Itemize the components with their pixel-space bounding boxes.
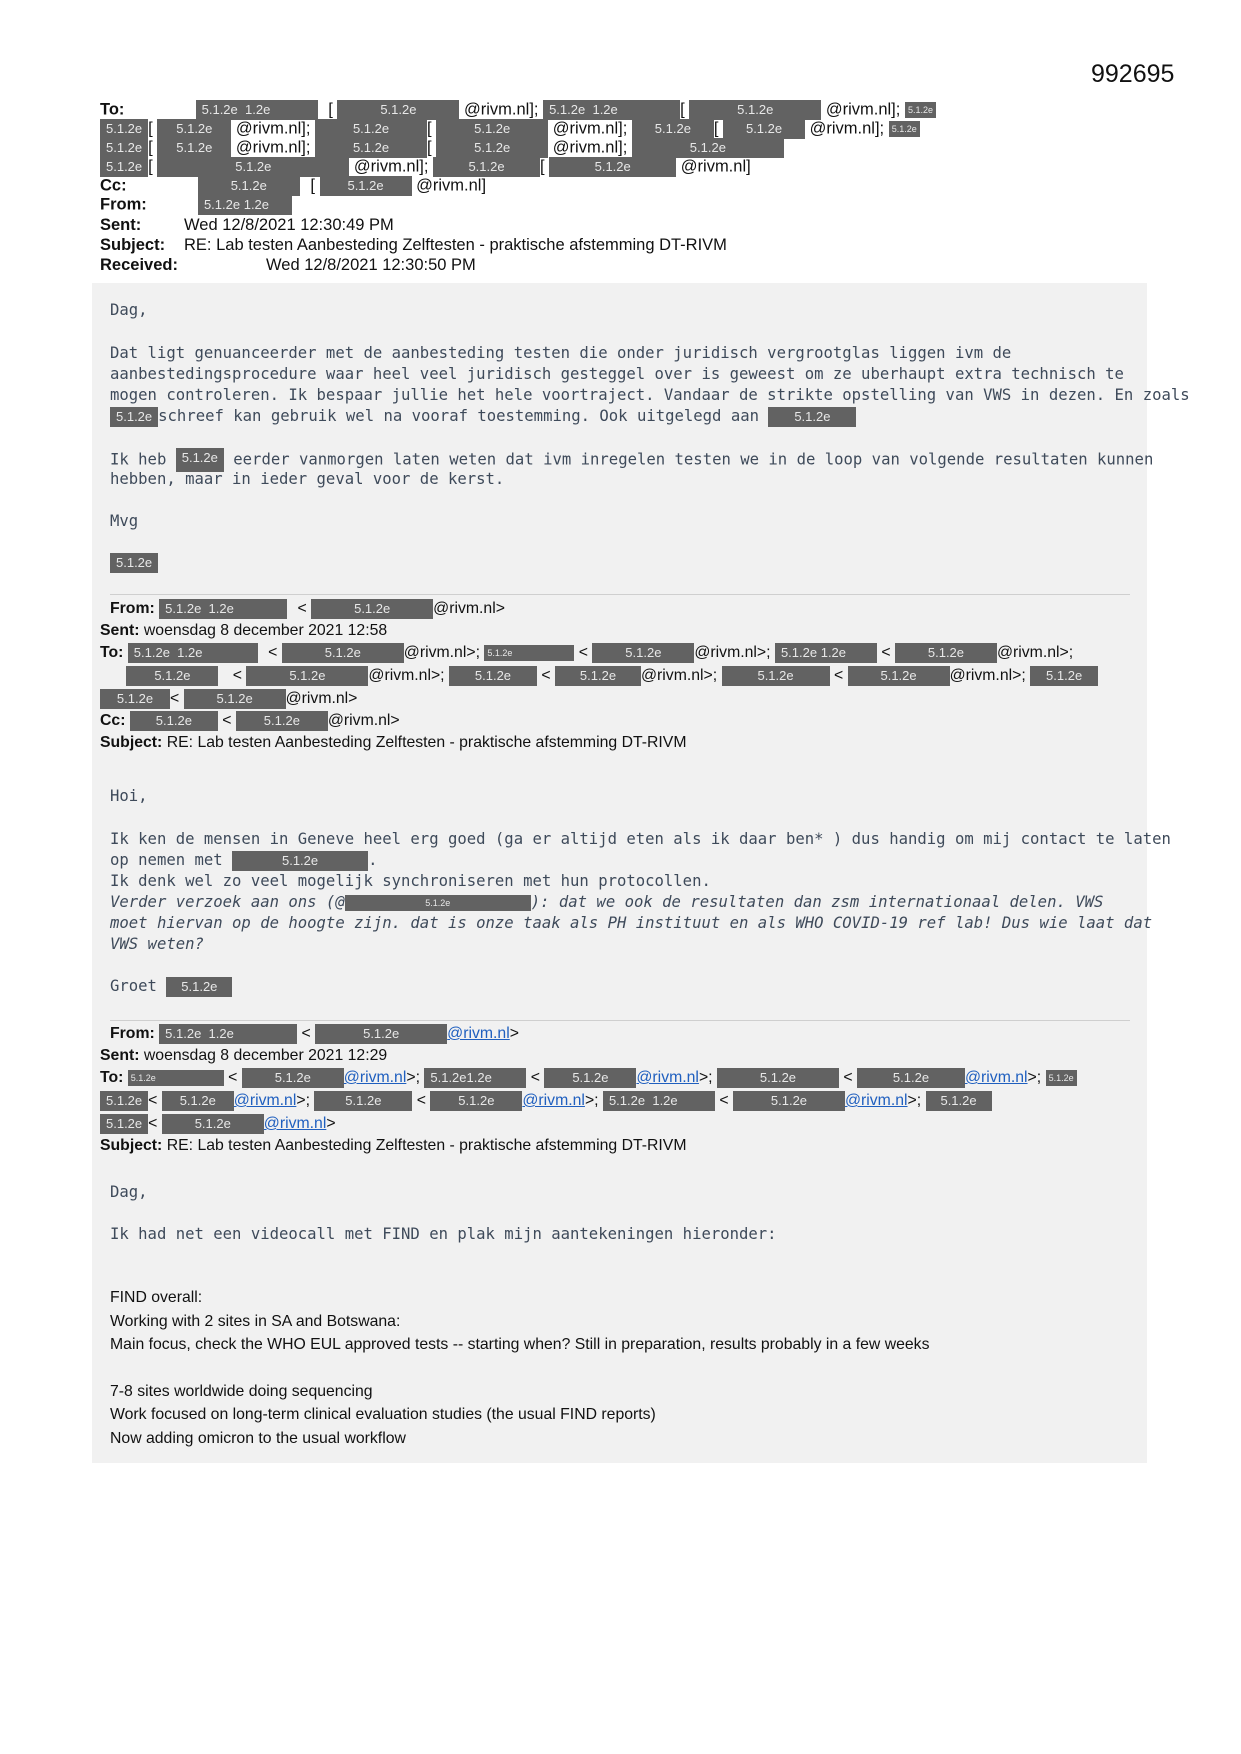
redaction: 5.1.2e (126, 666, 218, 686)
email3-sent-value: woensdag 8 december 2021 12:29 (143, 1047, 388, 1064)
document-number: 992695 (1091, 60, 1175, 88)
from-label: From: (110, 600, 155, 617)
email3-from-row: From: 5.1.2e 1.2e < 5.1.2e @rivm.nl> (110, 1025, 519, 1042)
redaction: 5.1.2e 1.2e (198, 195, 292, 215)
email2-line3: Ik denk wel zo veel mogelijk synchroniseren met hun protocollen. (110, 872, 711, 890)
email3-to-row-3: 5.1.2e < 5.1.2e @rivm.nl> (100, 1113, 336, 1134)
email1-to-row-1: To: 5.1.2e 1.2e [ 5.1.2e @rivm.nl]; 5.1.2e 1.2e [ 5.1.2e @rivm.nl]; 5.1.2e (100, 100, 936, 120)
redaction: 5.1.2e (184, 689, 286, 709)
cc-label: Cc: (100, 712, 126, 729)
redaction: 5.1.2e (110, 553, 158, 573)
note-line: Now adding omicron to the usual workflow (110, 1429, 406, 1447)
redaction: 5.1.2e (315, 138, 427, 158)
email2-line2: op nemen met 5.1.2e . (110, 851, 378, 869)
redaction: 5.1.2e (100, 157, 148, 177)
email1-signoff: Mvg (110, 512, 139, 530)
email3-to-row-1: To: 5.1.2e < 5.1.2e @rivm.nl>; 5.1.2e1.2e < 5.1.2e @rivm.nl>; 5.1.2e < 5.1.2e @rivm.nl>; 5.1.2e (100, 1067, 1077, 1088)
email2-greeting: Hoi, (110, 787, 148, 805)
note-line (110, 1357, 1130, 1380)
redaction: 5.1.2e (242, 1068, 344, 1088)
redaction: 5.1.2e (1030, 666, 1098, 686)
note-line: Main focus, check the WHO EUL approved tests -- starting when? Still in preparation, results probably in a few weeks (110, 1336, 930, 1353)
email1-to-row-2: 5.1.2e [ 5.1.2e @rivm.nl]; 5.1.2e [ 5.1.2e @rivm.nl]; 5.1.2e [ 5.1.2e @rivm.nl]; 5.1.2e (100, 119, 920, 139)
email1-received-value: Wed 12/8/2021 12:30:50 PM (266, 256, 476, 274)
redaction: 5.1.2e (320, 176, 412, 196)
redaction: 5.1.2e (632, 119, 714, 139)
separator-line (110, 594, 1130, 595)
email-domain: @rivm.nl]; (825, 100, 901, 119)
email-link[interactable]: @rivm.nl (844, 1092, 908, 1109)
redaction: 5.1.2e (246, 666, 368, 686)
email3-header (100, 1023, 1160, 1163)
to-label: To: (100, 644, 124, 661)
redaction: 5.1.2e (632, 138, 784, 158)
email1-para1-line3: mogen controleren. Ik bespaar jullie het hele voortraject. Vandaar de strikte opstelling van VWS in dezen. En zoals (110, 386, 1190, 404)
email1-para2-line1: Ik heb 5.1.2e eerder vanmorgen laten weten dat ivm inregelen testen we in de loop van volgende resultaten kunnen (110, 448, 1153, 472)
redaction: 5.1.2e (100, 138, 148, 158)
email-domain: @rivm.nl]; (353, 157, 429, 176)
email1-to-row-4: 5.1.2e [ 5.1.2e @rivm.nl]; 5.1.2e [ 5.1.2e @rivm.nl] (100, 157, 751, 177)
redaction: 5.1.2e 1.2e (159, 1024, 297, 1044)
email-domain: @rivm.nl]; (809, 119, 885, 138)
email3-notes (110, 1286, 1130, 1450)
email-domain: @rivm.nl]; (463, 100, 539, 119)
redaction: 5.1.2e (110, 407, 158, 427)
redaction: 5.1.2e (130, 711, 218, 731)
redaction: 5.1.2e (722, 666, 830, 686)
email2-line5: moet hiervan op de hoogte zijn. dat is onze taak als PH instituut en als WHO COVID-19 ref lab! Dus wie laat dat (110, 914, 1153, 932)
redaction: 5.1.2e 1.2e (196, 100, 318, 120)
redaction: 5.1.2e 1.2e (775, 643, 877, 663)
redaction: 5.1.2e (157, 119, 231, 139)
email-link[interactable]: @rivm.nl (343, 1069, 407, 1086)
email2-to-row-3: 5.1.2e < 5.1.2e @rivm.nl> (100, 688, 357, 709)
redaction: 5.1.2e (198, 176, 300, 196)
redaction: 5.1.2e (723, 119, 805, 139)
redaction: 5.1.2e (889, 121, 920, 137)
email-domain: @rivm.nl]; (552, 138, 628, 157)
redaction: 5.1.2e (436, 138, 548, 158)
email-domain: @rivm.nl] (680, 157, 751, 176)
email1-para2-line2: hebben, maar in ieder geval voor de kerst. (110, 470, 505, 488)
separator-line (110, 1020, 1130, 1021)
redaction: 5.1.2e (555, 666, 641, 686)
email3-greeting: Dag, (110, 1183, 148, 1201)
redaction: 5.1.2e (549, 157, 676, 177)
redaction: 5.1.2e 1.2e (543, 100, 680, 120)
email3-sent-row (100, 1045, 387, 1066)
redaction: 5.1.2e (848, 666, 950, 686)
redaction: 5.1.2e (592, 643, 694, 663)
email-link[interactable]: @rivm.nl (964, 1069, 1028, 1086)
email1-para1-line4: 5.1.2e schreef kan gebruik wel na vooraf toestemming. Ook uitgelegd aan 5.1.2e (110, 406, 856, 427)
from-label: From: (100, 195, 147, 214)
redaction: 5.1.2e (857, 1068, 965, 1088)
received-label: Received: (100, 256, 178, 274)
to-label: To: (100, 100, 125, 119)
email2-cc-row: Cc: 5.1.2e < 5.1.2e @rivm.nl> (100, 712, 400, 729)
email1-para1-line2: aanbestedingsprocedure waar heel veel juridisch gesteggel over is geweest om ze uberhaupt extra technisch te (110, 365, 1124, 383)
redaction: 5.1.2e1.2e (424, 1068, 526, 1088)
email-domain: @rivm.nl]; (235, 119, 311, 138)
email1-sent-row (100, 216, 394, 235)
redaction: 5.1.2e (433, 157, 540, 177)
email1-subject-row (100, 236, 727, 255)
sent-label: Sent: (100, 622, 140, 639)
redaction: 5.1.2e (315, 1024, 447, 1044)
email-domain: @rivm.nl]; (552, 119, 628, 138)
subject-label: Subject: (100, 734, 163, 751)
redaction: 5.1.2e (176, 448, 224, 472)
redaction: 5.1.2e (337, 100, 459, 120)
from-label: From: (110, 1025, 155, 1042)
email2-subject-value: RE: Lab testen Aanbesteding Zelftesten - praktische afstemming DT-RIVM (166, 734, 687, 751)
email3-intro: Ik had net een videocall met FIND en plak mijn aantekeningen hieronder: (110, 1225, 777, 1243)
redaction: 5.1.2e (100, 689, 170, 709)
redaction: 5.1.2e 1.2e (128, 643, 258, 663)
cc-label: Cc: (100, 176, 127, 195)
email-domain: @rivm.nl]; (235, 138, 311, 157)
email1-cc-row: Cc: 5.1.2e [ 5.1.2e @rivm.nl] (100, 176, 487, 195)
note-line: 7-8 sites worldwide doing sequencing (110, 1382, 373, 1400)
email1-signature (110, 552, 158, 573)
email2-line1: Ik ken de mensen in Geneve heel erg goed (ga er altijd eten als ik daar ben* ) dus handig om mij contact te laten (110, 830, 1171, 848)
redaction: 5.1.2e (1046, 1070, 1077, 1086)
redaction: 5.1.2e (544, 1068, 636, 1088)
note-line: Working with 2 sites in SA and Botswana: (110, 1312, 401, 1330)
redaction: 5.1.2e (436, 119, 548, 139)
redaction: 5.1.2e (100, 119, 148, 139)
email2-line6: VWS weten? (110, 935, 204, 953)
redaction: 5.1.2e (689, 100, 821, 120)
redaction: 5.1.2e (926, 1091, 992, 1111)
redaction: 5.1.2e 1.2e (159, 599, 287, 619)
email2-sent-value: woensdag 8 december 2021 12:58 (143, 622, 388, 639)
email2-signoff: Groet 5.1.2e (110, 976, 232, 997)
redaction: 5.1.2e (162, 1091, 234, 1111)
redaction: 5.1.2e (162, 1114, 264, 1134)
note-line: FIND overall: (110, 1289, 203, 1306)
redaction: 5.1.2e (314, 1091, 412, 1111)
redaction: 5.1.2e (166, 977, 232, 997)
email1-para1-line1: Dat ligt genuanceerder met de aanbesteding testen die onder juridisch vergrootglas liggen ivm de (110, 344, 1012, 362)
email1-to-row-3: 5.1.2e [ 5.1.2e @rivm.nl]; 5.1.2e [ 5.1.2e @rivm.nl]; 5.1.2e (100, 138, 784, 158)
redaction: 5.1.2e (232, 851, 368, 871)
email-link[interactable]: @rivm.nl (447, 1025, 510, 1042)
email2-sent-row (100, 620, 387, 641)
redaction: 5.1.2e (895, 643, 997, 663)
redaction: 5.1.2e (157, 157, 349, 177)
redaction: 5.1.2e (100, 1114, 148, 1134)
email2-header (100, 598, 1160, 758)
subject-label: Subject: (100, 1137, 163, 1154)
redaction: 5.1.2e (733, 1091, 845, 1111)
to-label: To: (100, 1069, 124, 1086)
email1-sent-value: Wed 12/8/2021 12:30:49 PM (184, 216, 394, 234)
email3-subject-row (100, 1135, 687, 1156)
redaction: 5.1.2e (282, 643, 404, 663)
note-line: Work focused on long-term clinical evaluation studies (the usual FIND reports) (110, 1406, 656, 1423)
email3-subject-value: RE: Lab testen Aanbesteding Zelftesten - praktische afstemming DT-RIVM (166, 1137, 687, 1154)
email2-from-row: From: 5.1.2e 1.2e < 5.1.2e @rivm.nl> (110, 600, 505, 617)
sent-label: Sent: (100, 216, 142, 234)
email2-line4: Verder verzoek aan ons (@ 5.1.2e ): dat we ook de resultaten dan zsm internationaal delen. VWS (110, 893, 1104, 911)
redaction: 5.1.2e 1.2e (603, 1091, 715, 1111)
email-link[interactable]: @rivm.nl (263, 1115, 327, 1132)
email2-to-row-2: 5.1.2e < 5.1.2e @rivm.nl>; 5.1.2e < 5.1.2e @rivm.nl>; 5.1.2e < 5.1.2e @rivm.nl>; 5.1.2e (100, 665, 1098, 686)
redaction: 5.1.2e (345, 895, 531, 911)
subject-label: Subject: (100, 236, 166, 254)
email-domain: @rivm.nl] (416, 176, 487, 195)
sent-label: Sent: (100, 1047, 140, 1064)
redaction: 5.1.2e (717, 1068, 839, 1088)
redaction: 5.1.2e (157, 138, 231, 158)
redaction: 5.1.2e (100, 1091, 148, 1111)
email2-subject-row (100, 732, 687, 753)
email3-to-row-2: 5.1.2e < 5.1.2e @rivm.nl>; 5.1.2e < 5.1.2e @rivm.nl>; 5.1.2e 1.2e < 5.1.2e @rivm.nl>; 5.1.2e (100, 1090, 992, 1111)
email1-received-row (100, 256, 476, 275)
email-link[interactable]: @rivm.nl (522, 1092, 585, 1109)
email-link[interactable]: @rivm.nl (636, 1069, 699, 1086)
redaction: 5.1.2e (484, 645, 574, 661)
redaction: 5.1.2e (236, 711, 328, 731)
redaction: 5.1.2e (449, 666, 537, 686)
email1-greeting: Dag, (110, 301, 148, 319)
email-link[interactable]: @rivm.nl (233, 1092, 297, 1109)
redaction: 5.1.2e (128, 1070, 224, 1086)
redaction: 5.1.2e (905, 102, 936, 118)
redaction: 5.1.2e (311, 599, 433, 619)
redaction: 5.1.2e (430, 1091, 522, 1111)
redaction: 5.1.2e (315, 119, 427, 139)
redaction: 5.1.2e (768, 407, 856, 427)
email1-from-row (100, 195, 292, 215)
email1-header (100, 98, 1160, 278)
email2-to-row-1: To: 5.1.2e 1.2e < 5.1.2e @rivm.nl>; 5.1.2e < 5.1.2e @rivm.nl>; 5.1.2e 1.2e < 5.1.2e @rivm.nl>; (100, 644, 1074, 661)
email1-subject-value: RE: Lab testen Aanbesteding Zelftesten - praktische afstemming DT-RIVM (184, 236, 727, 254)
